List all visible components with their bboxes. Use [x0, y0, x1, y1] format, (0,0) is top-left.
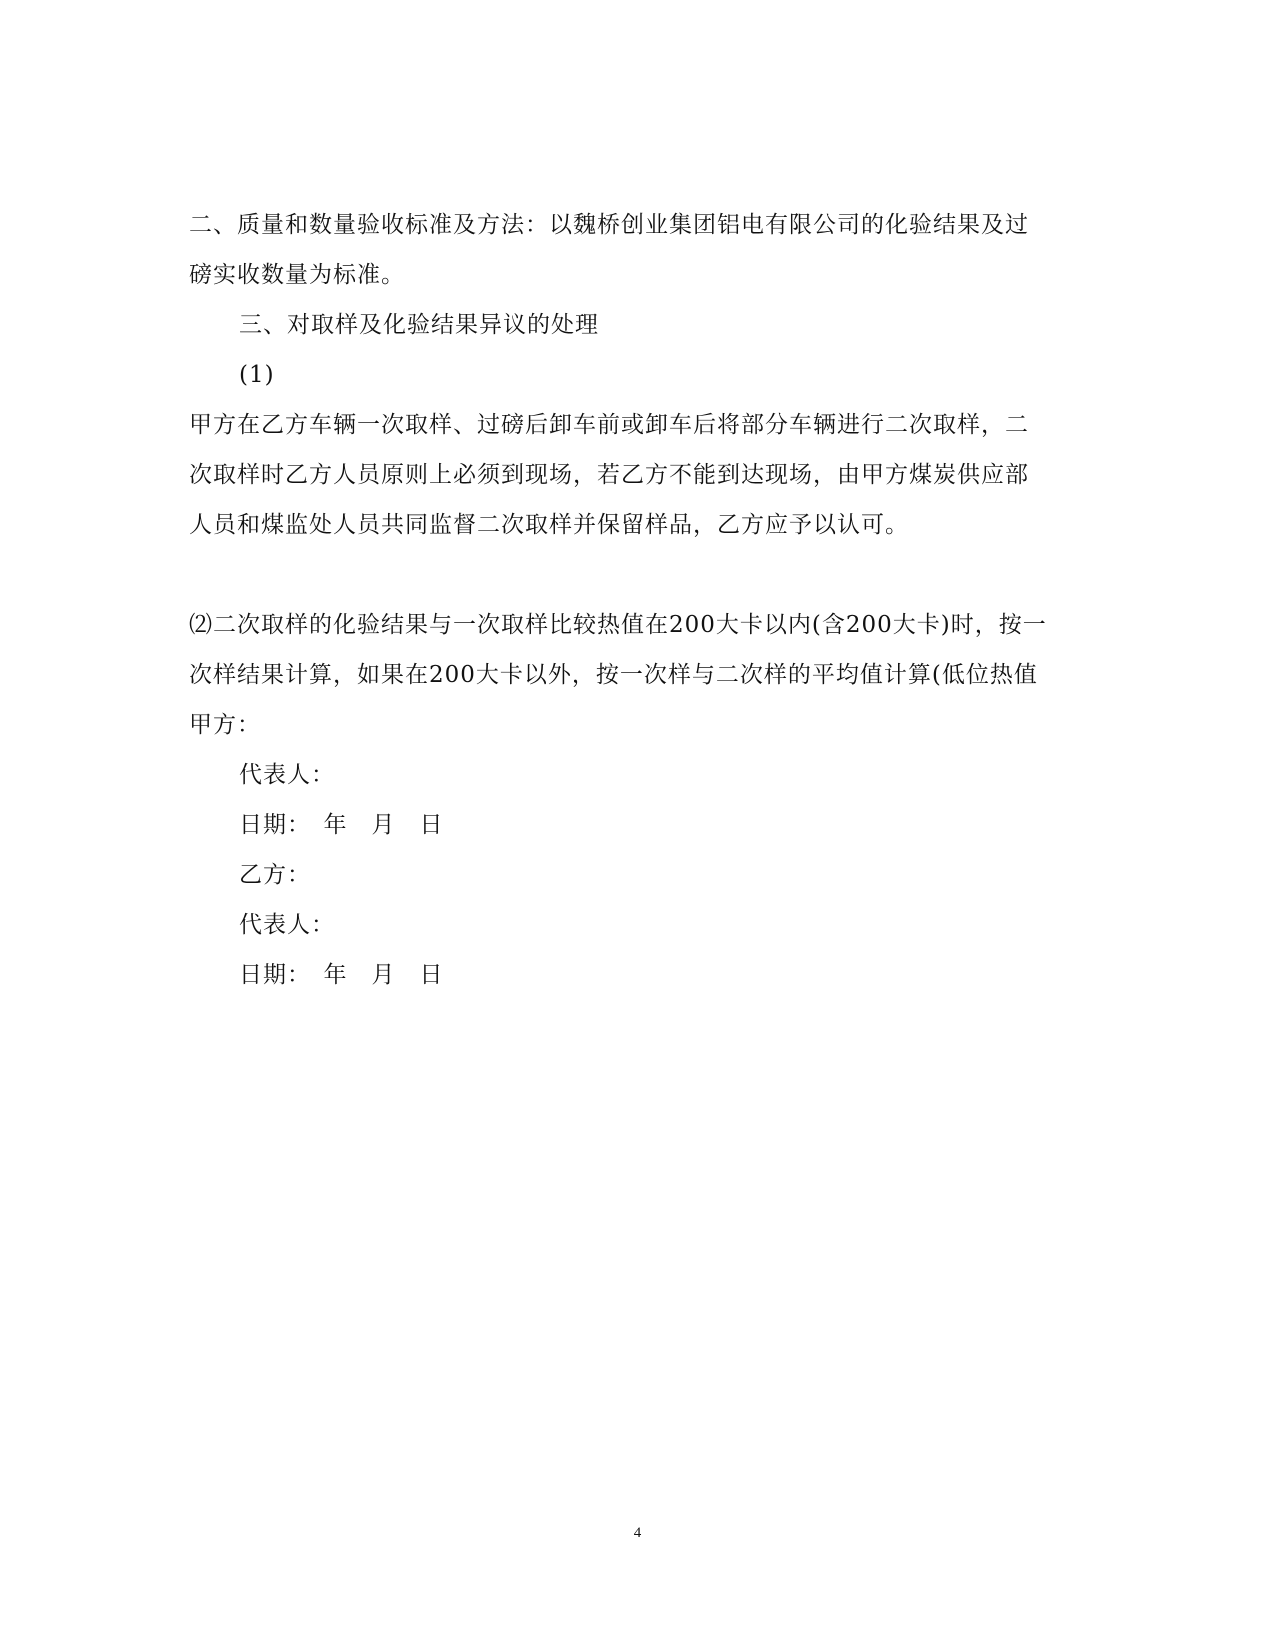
section-two-line-2: 磅实收数量为标准。	[189, 262, 405, 288]
party-a-date: 日期： 年 月 日	[239, 812, 444, 838]
item-2-line-1: ⑵二次取样的化验结果与一次取样比较热值在200大卡以内(含200大卡)时，按一	[189, 612, 1047, 638]
party-b-representative: 代表人：	[239, 912, 335, 938]
item-1-label: (1)	[239, 362, 275, 388]
item-1-line-1: 甲方在乙方车辆一次取样、过磅后卸车前或卸车后将部分车辆进行二次取样，二	[189, 412, 1029, 438]
section-three-heading: 三、对取样及化验结果异议的处理	[239, 312, 599, 338]
item-2-line-3: 甲方：	[189, 712, 261, 738]
section-two-line-1: 二、质量和数量验收标准及方法：以魏桥创业集团铝电有限公司的化验结果及过	[189, 212, 1029, 238]
item-1-line-2: 次取样时乙方人员原则上必须到现场，若乙方不能到达现场，由甲方煤炭供应部	[189, 462, 1029, 488]
party-a-representative: 代表人：	[239, 762, 335, 788]
item-2-line-2: 次样结果计算，如果在200大卡以外，按一次样与二次样的平均值计算(低位热值	[189, 662, 1038, 688]
document-body	[189, 200, 1069, 1000]
page-number: 4	[633, 1525, 642, 1541]
item-1-line-3: 人员和煤监处人员共同监督二次取样并保留样品，乙方应予以认可。	[189, 512, 909, 538]
paragraph-gap	[189, 550, 1069, 600]
party-b-date: 日期： 年 月 日	[239, 962, 444, 988]
party-b-label: 乙方：	[239, 862, 311, 888]
